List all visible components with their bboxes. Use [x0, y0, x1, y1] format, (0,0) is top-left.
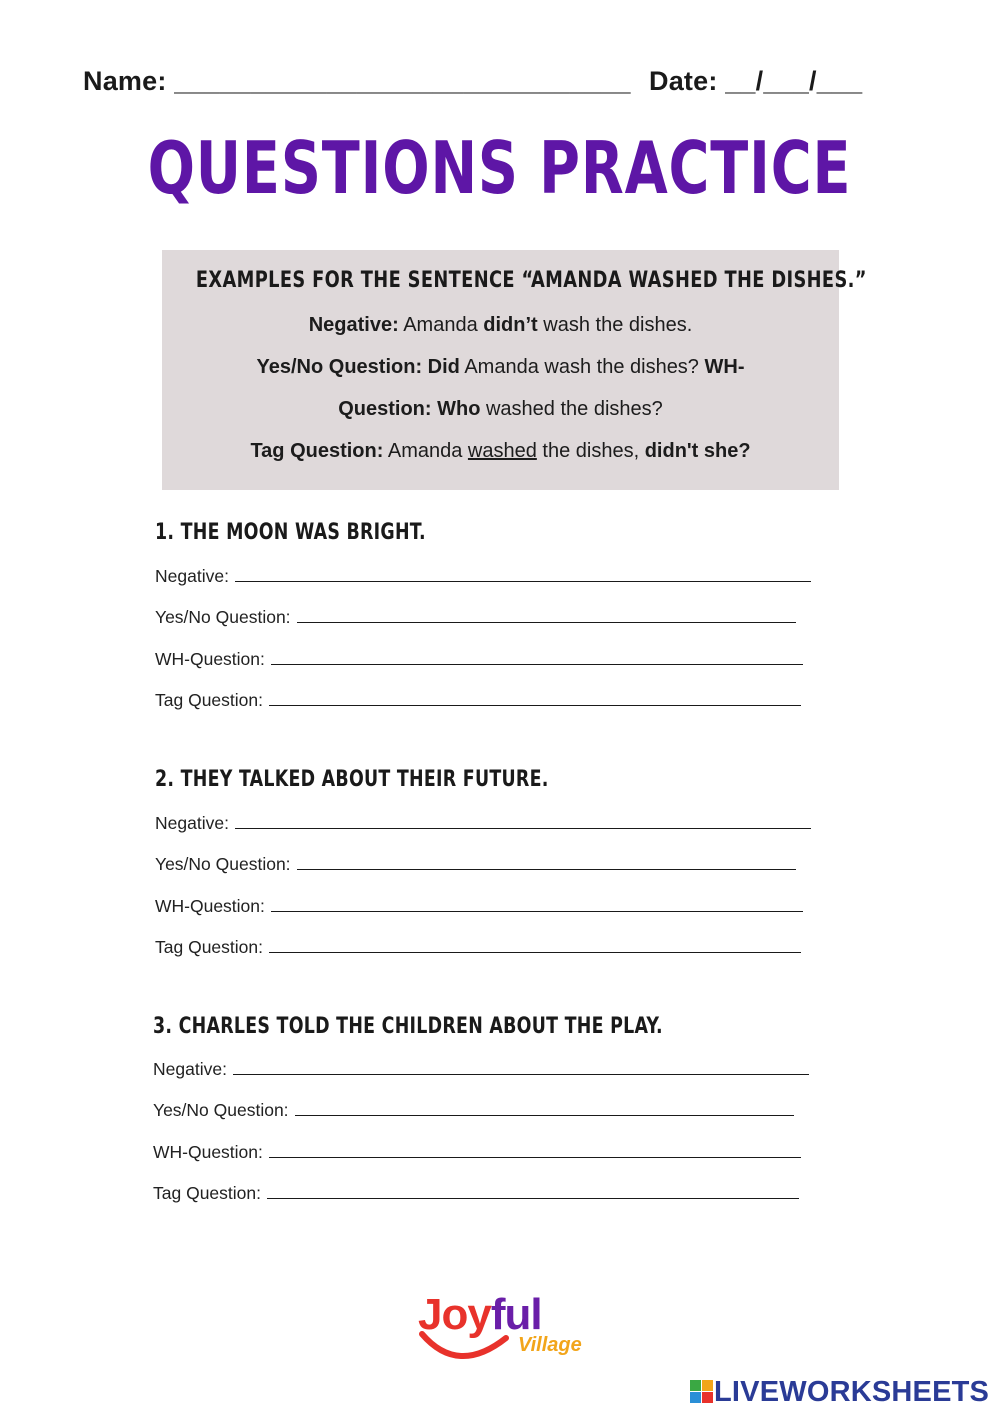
exercise-1-title: 1. THE MOON WAS BRIGHT. [155, 520, 426, 545]
name-label: Name: [83, 66, 167, 96]
answer-label: Tag Question: [155, 690, 263, 710]
exercise-1-wh[interactable] [155, 649, 803, 670]
answer-label: Negative: [155, 566, 229, 586]
answer-label: Yes/No Question: [155, 854, 291, 874]
exercise-3-negative[interactable] [153, 1059, 809, 1080]
exercise-3-tag[interactable] [153, 1183, 799, 1204]
liveworksheets-brand [690, 1376, 990, 1408]
exercise-2-title: 2. THEY TALKED ABOUT THEIR FUTURE. [155, 767, 549, 792]
answer-label: Tag Question: [155, 937, 263, 957]
example-yesno-label: Yes/No Question: [256, 356, 423, 378]
example-text: Amanda [398, 314, 484, 336]
answer-label: Yes/No Question: [153, 1100, 289, 1120]
example-bold: didn't she? [644, 440, 751, 462]
joyful-village-logo [418, 1290, 588, 1370]
answer-line[interactable] [295, 1101, 794, 1116]
answer-line[interactable] [297, 608, 796, 623]
logo-ful: ful [490, 1290, 542, 1339]
liveworksheets-text: LIVEWORKSHEETS [714, 1376, 990, 1408]
answer-line[interactable] [235, 567, 811, 582]
answer-line[interactable] [269, 938, 801, 953]
date-field[interactable] [649, 66, 862, 97]
exercise-2-tag[interactable] [155, 937, 801, 958]
example-negative-label: Negative: [308, 314, 399, 336]
logo-joy: Joy [418, 1290, 491, 1339]
answer-line[interactable] [297, 855, 796, 870]
answer-line[interactable] [269, 1143, 801, 1158]
example-bold: WH- [704, 356, 745, 378]
answer-label: Negative: [155, 813, 229, 833]
exercise-1-negative[interactable] [155, 566, 811, 587]
example-text: the dishes, [536, 440, 645, 462]
logo-village: Village [518, 1334, 582, 1356]
answer-line[interactable] [235, 814, 811, 829]
example-underlined: washed [467, 440, 537, 462]
liveworksheets-icon [690, 1380, 714, 1404]
example-text: washed the dishes? [480, 398, 663, 420]
example-tag [162, 440, 839, 463]
answer-line[interactable] [267, 1184, 799, 1199]
exercise-3-wh[interactable] [153, 1142, 801, 1163]
example-wh-label: Question: Who [338, 398, 481, 420]
example-wh [162, 398, 839, 421]
answer-line[interactable] [271, 650, 803, 665]
name-blank[interactable]: ______________________________ [174, 66, 631, 96]
date-blank[interactable]: __/___/___ [725, 66, 863, 96]
example-text: wash the dishes. [537, 314, 693, 336]
answer-label: WH-Question: [153, 1142, 263, 1162]
example-box [162, 250, 867, 490]
example-bold: didn’t [483, 314, 538, 336]
exercise-2-wh[interactable] [155, 896, 803, 917]
example-tag-label: Tag Question: [250, 440, 384, 462]
exercise-2-yesno[interactable] [155, 854, 796, 875]
example-text: Amanda [383, 440, 468, 462]
answer-line[interactable] [269, 691, 801, 706]
answer-label: WH-Question: [155, 896, 265, 916]
exercise-2-negative[interactable] [155, 813, 811, 834]
example-text: Amanda wash the dishes? [459, 356, 705, 378]
example-heading: EXAMPLES FOR THE SENTENCE “AMANDA WASHED THE DISHES.” [195, 268, 867, 293]
page-title: QUESTIONS PRACTICE [147, 126, 852, 210]
name-field[interactable] [83, 66, 631, 97]
exercise-3-yesno[interactable] [153, 1100, 794, 1121]
answer-label: Tag Question: [153, 1183, 261, 1203]
example-bold: Did [422, 356, 460, 378]
answer-label: Negative: [153, 1059, 227, 1079]
answer-line[interactable] [233, 1060, 809, 1075]
exercise-1-yesno[interactable] [155, 607, 796, 628]
answer-label: WH-Question: [155, 649, 265, 669]
date-label: Date: [649, 66, 718, 96]
answer-line[interactable] [271, 897, 803, 912]
example-negative [162, 314, 839, 337]
example-yesno [162, 356, 839, 379]
exercise-1-tag[interactable] [155, 690, 801, 711]
smile-icon [418, 1290, 588, 1370]
exercise-3-title: 3. CHARLES TOLD THE CHILDREN ABOUT THE PLAY. [153, 1014, 663, 1039]
answer-label: Yes/No Question: [155, 607, 291, 627]
